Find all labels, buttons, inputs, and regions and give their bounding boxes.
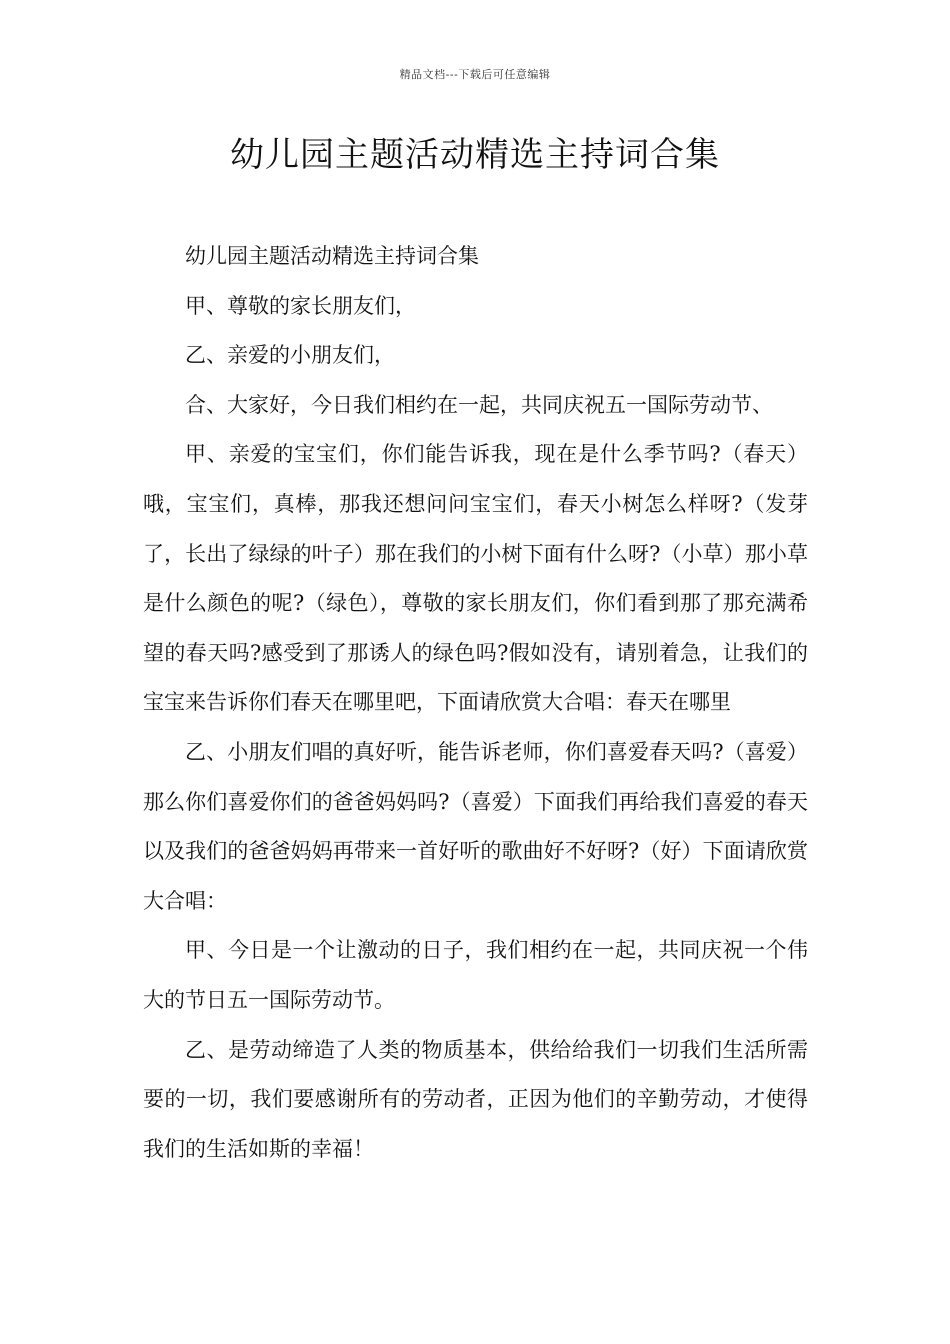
paragraph: 甲、尊敬的家长朋友们， bbox=[185, 293, 416, 318]
paragraph: 幼儿园主题活动精选主持词合集 bbox=[185, 244, 479, 268]
paragraph: 乙、小朋友们唱的真好听，能告诉老师，你们喜爱春天吗?（喜爱）那么你们喜爱你们的爸爸妈妈吗?（喜爱）下面我们再给我们喜爱的春天以及我们的爸爸妈妈再带来一首好听的歌曲好不好呀?（好）下面请欣赏大合唱： bbox=[143, 739, 808, 913]
paragraph: 甲、亲爱的宝宝们，你们能告诉我，现在是什么季节吗?（春天）哦，宝宝们，真棒，那我还想问问宝宝们，春天小树怎么样呀?（发芽了，长出了绿绿的叶子）那在我们的小树下面有什么呀?（小草）那小草是什么颜色的呢?（绿色），尊敬的家长朋友们，你们看到那了那充满希望的春天吗?感受到了那诱人的绿色吗?假如没有，请别着急，让我们的宝宝来告诉你们春天在哪里吧，下面请欣赏大合唱：春天在哪里 bbox=[143, 442, 808, 715]
header-note: 精品文档---下载后可任意编辑 bbox=[399, 68, 551, 81]
document-body bbox=[143, 232, 808, 1174]
paragraph: 甲、今日是一个让激动的日子，我们相约在一起，共同庆祝一个伟大的节日五一国际劳动节。 bbox=[143, 938, 808, 1012]
paragraph: 合、大家好，今日我们相约在一起，共同庆祝五一国际劳动节、 bbox=[185, 392, 773, 417]
paragraph: 乙、亲爱的小朋友们， bbox=[185, 343, 395, 368]
paragraph: 乙、是劳动缔造了人类的物质基本，供给给我们一切我们生活所需要的一切，我们要感谢所有的劳动者，正因为他们的辛勤劳动，才使得我们的生活如斯的幸福！ bbox=[143, 1037, 808, 1161]
document-title: 幼儿园主题活动精选主持词合集 bbox=[230, 135, 720, 175]
